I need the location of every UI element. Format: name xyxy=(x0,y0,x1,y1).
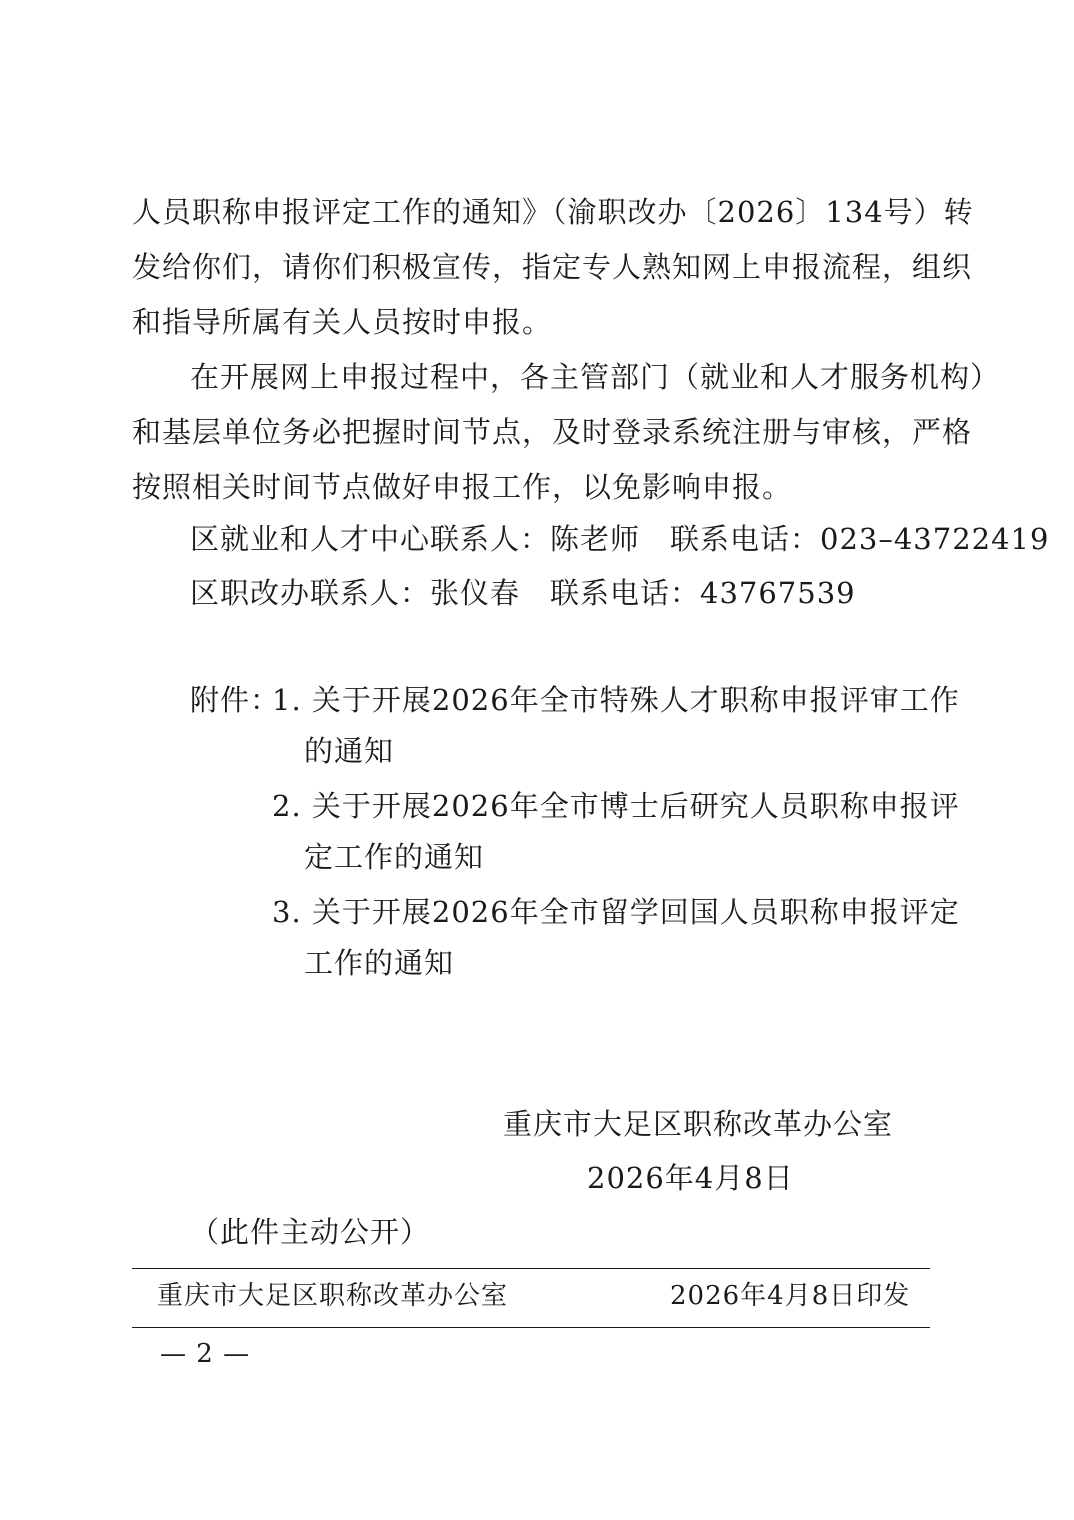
signature-date: 2026年4月8日 xyxy=(587,1161,794,1195)
attachment-item-1-line-2: 的通知 xyxy=(304,734,395,768)
body-paragraph-1-line-2: 发给你们，请你们积极宣传，指定专人熟知网上申报流程，组织 xyxy=(132,250,973,284)
attachment-item-2-line-2: 定工作的通知 xyxy=(304,840,485,874)
footer-issue-date: 2026年4月8日印发 xyxy=(670,1281,911,1311)
signature-organization: 重庆市大足区职称改革办公室 xyxy=(503,1107,894,1141)
body-paragraph-2-line-1: 在开展网上申报过程中，各主管部门（就业和人才服务机构） xyxy=(190,360,1001,394)
body-paragraph-2-line-2: 和基层单位务必把握时间节点，及时登录系统注册与审核，严格 xyxy=(132,415,973,449)
footer-issuer: 重庆市大足区职称改革办公室 xyxy=(157,1281,509,1311)
body-paragraph-2-line-3: 按照相关时间节点做好申报工作，以免影响申报。 xyxy=(132,470,793,504)
contact-line-title-office: 区职改办联系人：张仪春 联系电话：43767539 xyxy=(190,576,856,610)
attachment-item-3-line-1: 3. 关于开展2026年全市留学回国人员职称申报评定 xyxy=(272,895,960,929)
contact-line-employment-center: 区就业和人才中心联系人：陈老师 联系电话：023–43722419 xyxy=(190,522,1050,556)
attachment-item-1-line-1: 1. 关于开展2026年全市特殊人才职称申报评审工作 xyxy=(272,683,960,717)
disclosure-note: （此件主动公开） xyxy=(190,1215,431,1249)
attachment-item-3-line-2: 工作的通知 xyxy=(304,946,455,980)
attachments-label: 附件： xyxy=(190,683,281,717)
body-paragraph-1-line-1: 人员职称申报评定工作的通知》（渝职改办〔2026〕134号）转 xyxy=(132,195,974,229)
attachment-item-2-line-1: 2. 关于开展2026年全市博士后研究人员职称申报评 xyxy=(272,789,960,823)
footer-top-rule xyxy=(132,1268,930,1269)
page-number: — 2 — xyxy=(160,1339,251,1369)
body-paragraph-1-line-3: 和指导所属有关人员按时申报。 xyxy=(132,305,553,339)
footer-bottom-rule xyxy=(132,1327,930,1328)
